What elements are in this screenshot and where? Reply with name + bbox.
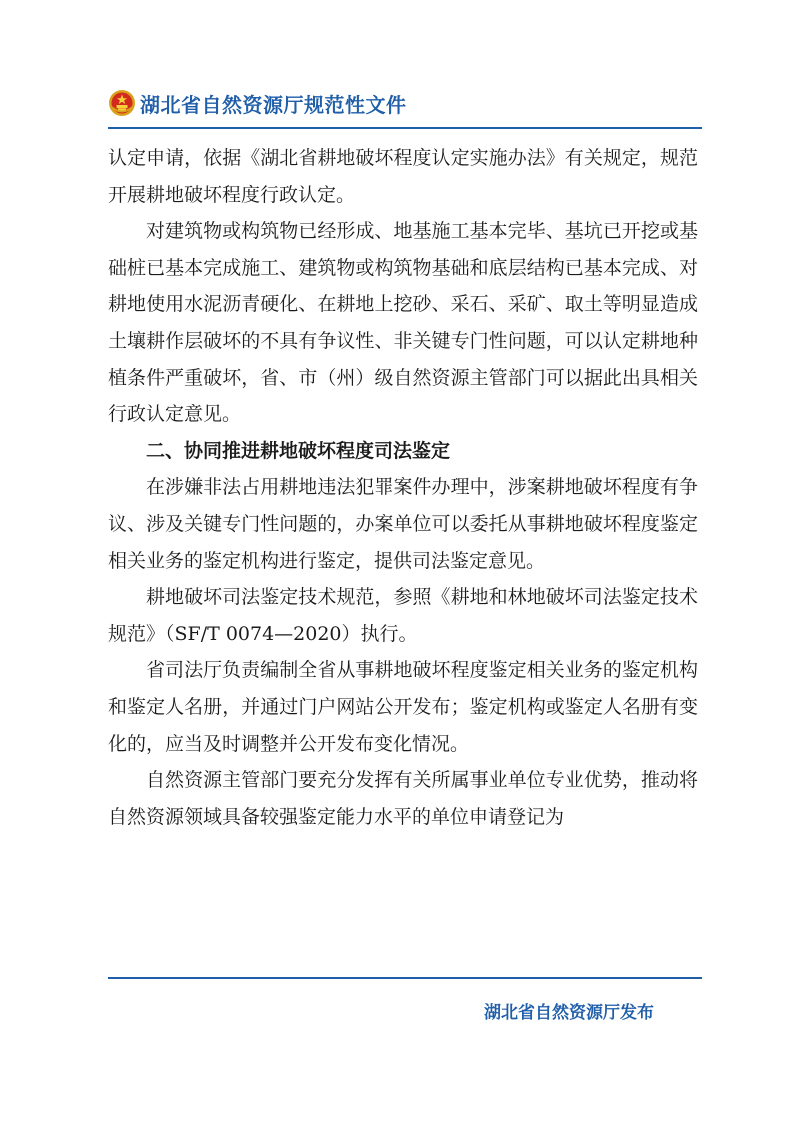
national-emblem-icon	[108, 89, 136, 117]
body-paragraph: 在涉嫌非法占用耕地违法犯罪案件办理中，涉案耕地破坏程度有争议、涉及关键专门性问题的，办案单位可以委托从事耕地破坏程度鉴定相关业务的鉴定机构进行鉴定，提供司法鉴定意见。	[108, 476, 698, 572]
document-header	[108, 86, 407, 120]
header-title: 湖北省自然资源厅规范性文件	[140, 92, 407, 117]
body-paragraph: 耕地破坏司法鉴定技术规范，参照《耕地和林地破坏司法鉴定技术规范》（SF/T 0074—2020）执行。	[108, 586, 698, 645]
header-divider	[108, 127, 702, 129]
footer-publisher: 湖北省自然资源厅发布	[484, 1003, 654, 1023]
document-body	[108, 140, 698, 835]
body-paragraph: 对建筑物或构筑物已经形成、地基施工基本完毕、基坑已开挖或基础桩已基本完成施工、建筑物或构筑物基础和底层结构已基本完成、对耕地使用水泥沥青硬化、在耕地上挖砂、采石、采矿、取土等明显造成土壤耕作层破坏的不具有争议性、非关键专门性问题，可以认定耕地种植条件严重破坏，省、市（州）级自然资源主管部门可以据此出具相关行政认定意见。	[108, 220, 698, 426]
section-heading: 二、协同推进耕地破坏程度司法鉴定	[146, 439, 451, 462]
body-paragraph: 自然资源主管部门要充分发挥有关所属事业单位专业优势，推动将自然资源领域具备较强鉴定能力水平的单位申请登记为	[108, 769, 698, 828]
body-paragraph: 认定申请，依据《湖北省耕地破坏程度认定实施办法》有关规定，规范开展耕地破坏程度行政认定。	[108, 147, 698, 206]
footer-divider	[108, 977, 702, 979]
body-paragraph: 省司法厅负责编制全省从事耕地破坏程度鉴定相关业务的鉴定机构和鉴定人名册，并通过门户网站公开发布；鉴定机构或鉴定人名册有变化的，应当及时调整并公开发布变化情况。	[108, 659, 698, 755]
